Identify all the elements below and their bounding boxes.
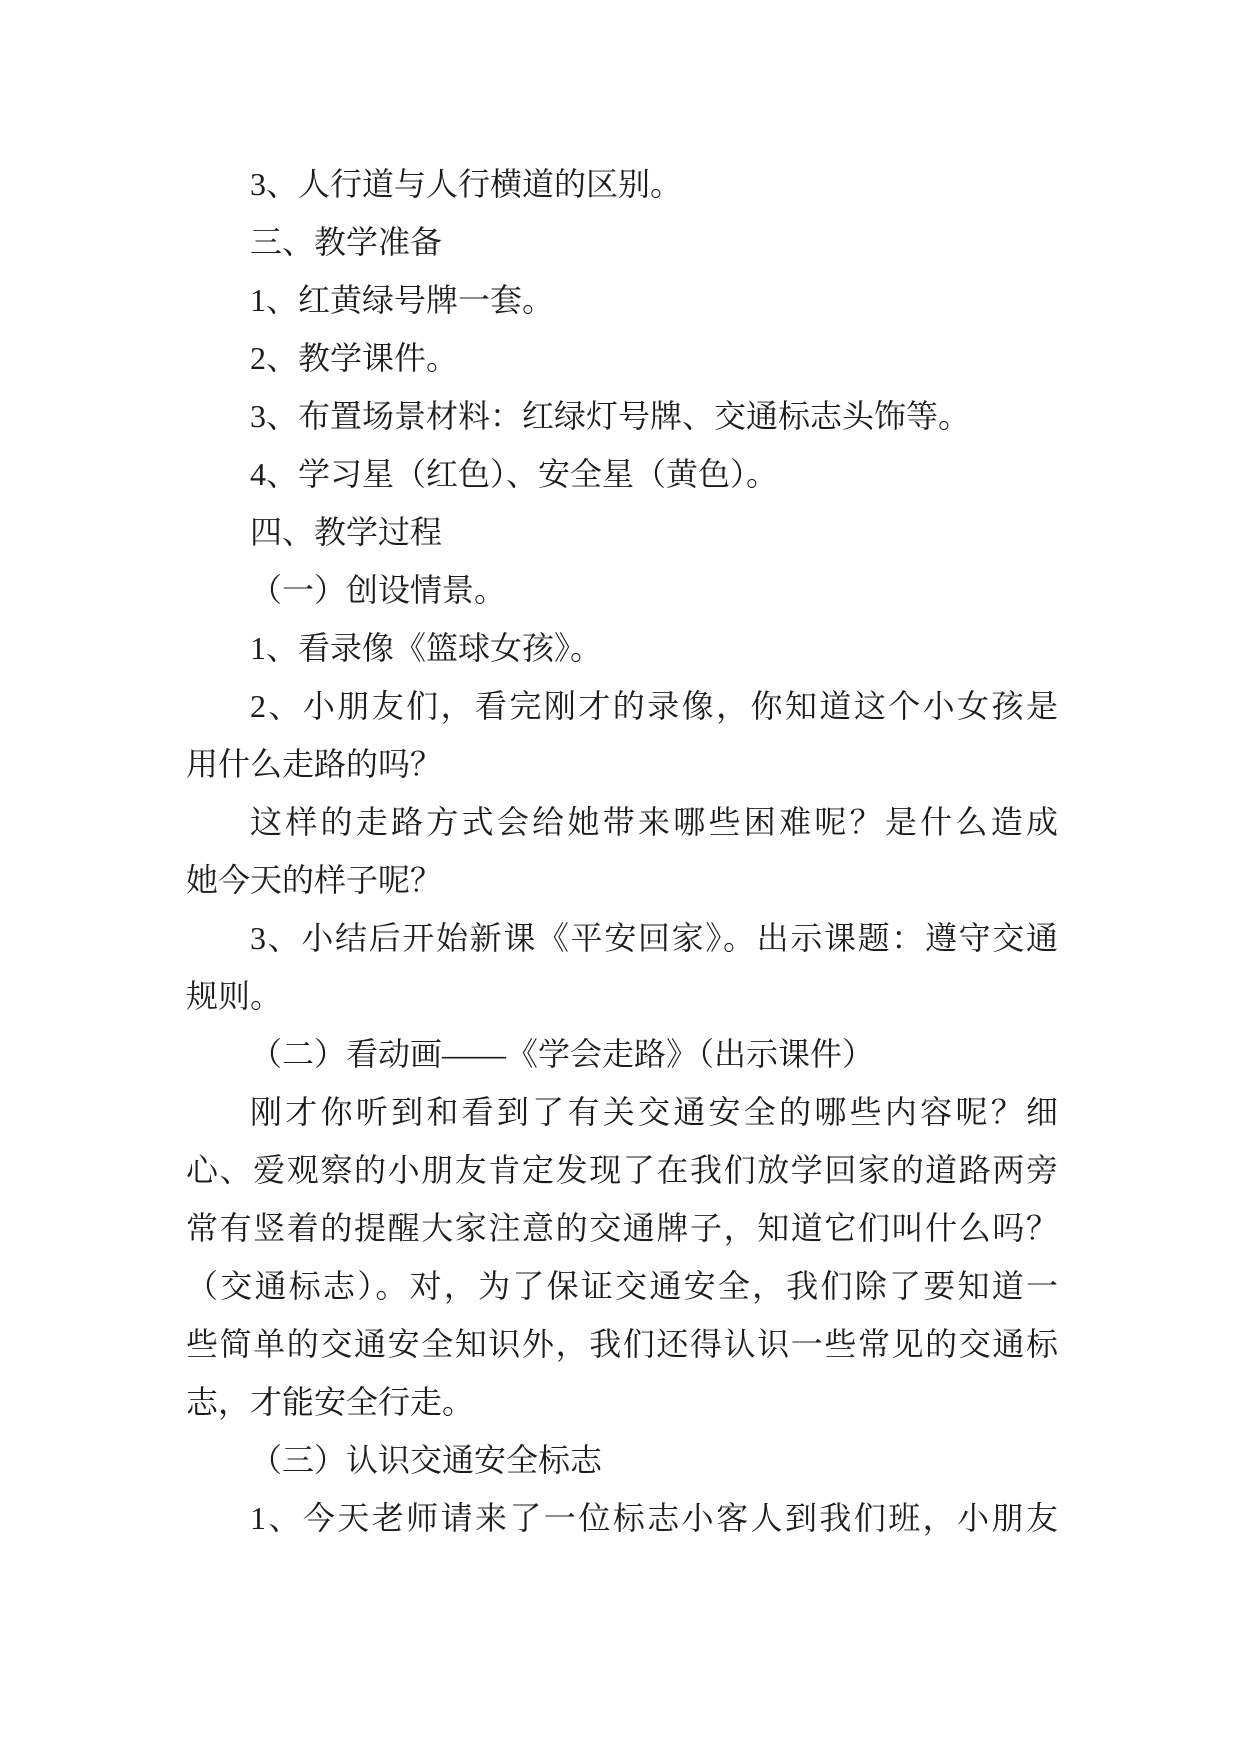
text-line: 3、小结后开始新课《平安回家》。出示课题：遵守交通 <box>250 920 1058 956</box>
text-line: 志，才能安全行走。 <box>186 1384 475 1420</box>
text-line: 1、红黄绿号牌一套。 <box>250 282 555 318</box>
text-line: 1、看录像《篮球女孩》。 <box>250 630 603 666</box>
text-line: 些简单的交通安全知识外，我们还得认识一些常见的交通标 <box>186 1326 1058 1362</box>
text-line: 她今天的样子呢？ <box>186 862 443 898</box>
text-line: 心、爱观察的小朋友肯定发现了在我们放学回家的道路两旁 <box>186 1152 1058 1188</box>
text-line: 这样的走路方式会给她带来哪些困难呢？是什么造成 <box>250 804 1058 840</box>
text-line: 2、小朋友们，看完刚才的录像，你知道这个小女孩是 <box>250 688 1058 724</box>
text-line: 刚才你听到和看到了有关交通安全的哪些内容呢？细 <box>250 1094 1058 1130</box>
text-line: 3、布置场景材料：红绿灯号牌、交通标志头饰等。 <box>250 398 971 434</box>
text-line: （一）创设情景。 <box>250 572 507 608</box>
text-line: （交通标志）。对，为了保证交通安全，我们除了要知道一 <box>186 1268 1058 1304</box>
text-line: 三、教学准备 <box>250 224 443 260</box>
text-line: 3、人行道与人行横道的区别。 <box>250 166 683 202</box>
lesson-plan-text-block <box>186 155 1058 1547</box>
text-line: 规则。 <box>186 978 283 1014</box>
text-line: （三）认识交通安全标志 <box>250 1442 603 1478</box>
text-line: （二）看动画——《学会走路》（出示课件） <box>250 1036 875 1072</box>
text-line: 4、学习星（红色）、安全星（黄色）。 <box>250 456 779 492</box>
text-line: 常有竖着的提醒大家注意的交通牌子，知道它们叫什么吗？ <box>186 1210 1058 1246</box>
text-line: 四、教学过程 <box>250 514 443 550</box>
text-line: 1、今天老师请来了一位标志小客人到我们班，小朋友 <box>250 1500 1058 1536</box>
text-line: 2、教学课件。 <box>250 340 459 376</box>
text-line: 用什么走路的吗？ <box>186 746 443 782</box>
